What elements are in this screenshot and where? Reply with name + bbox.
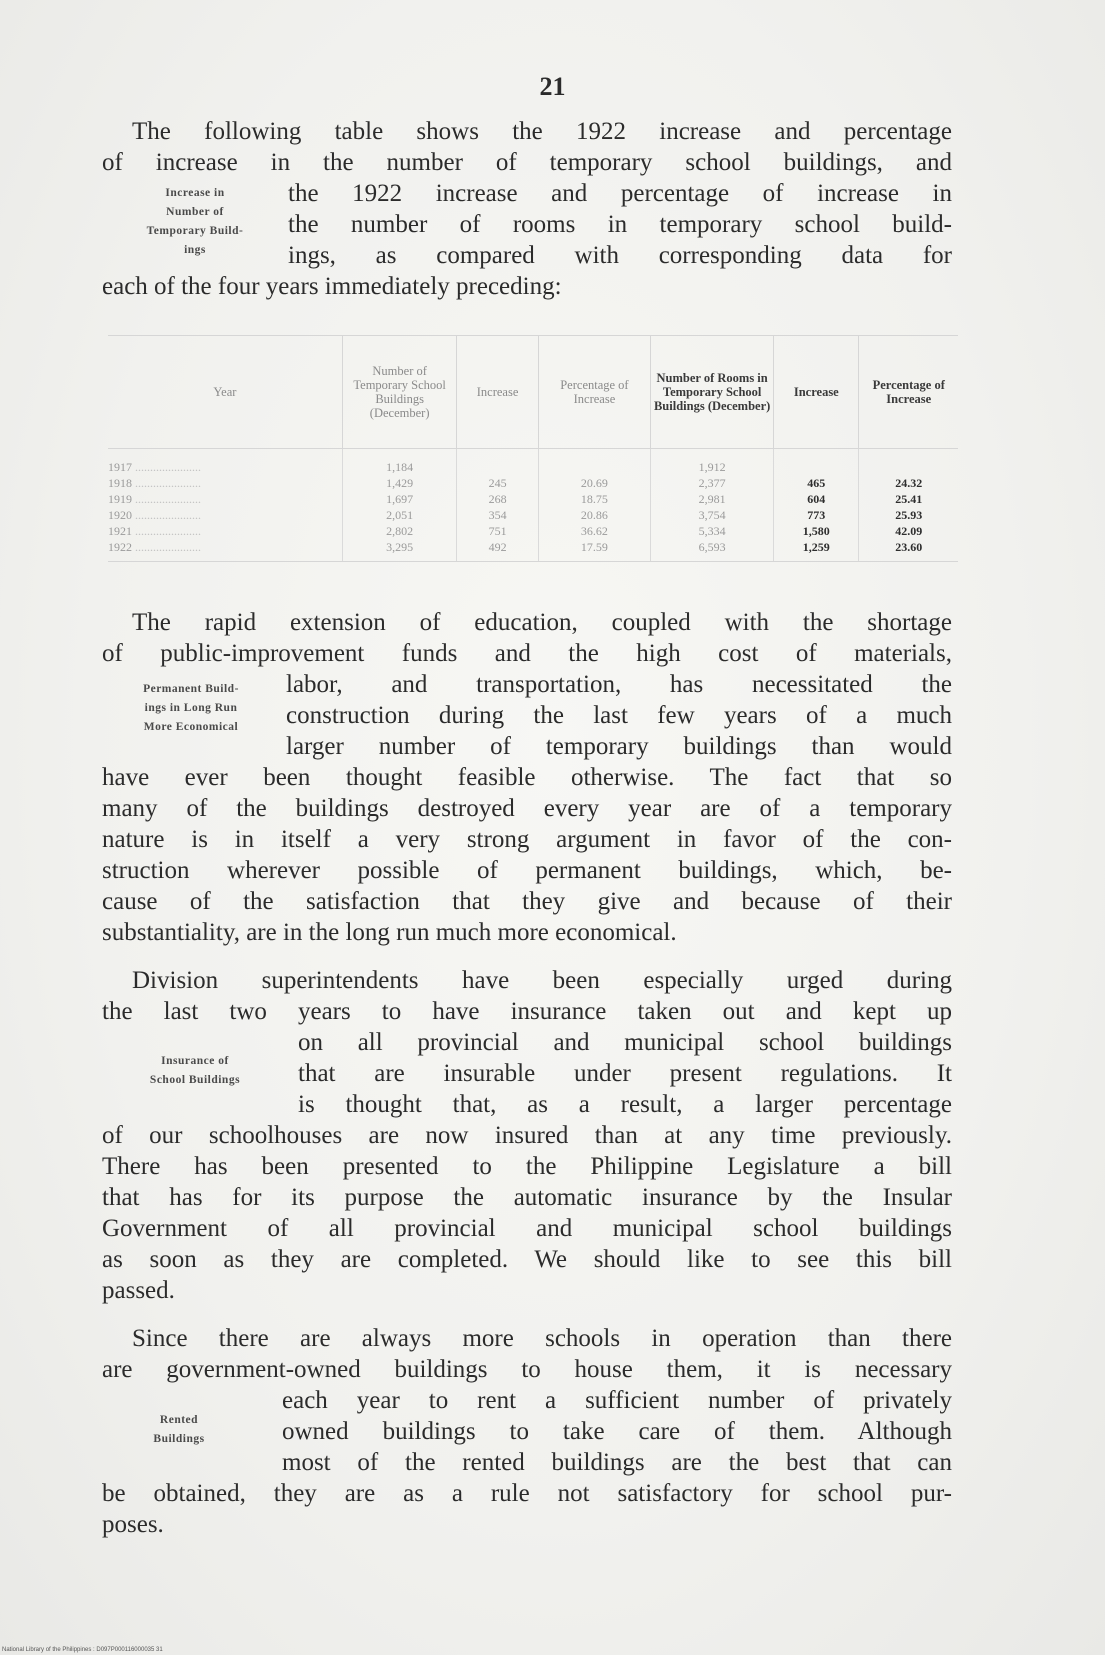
sidenote-insurance: Insurance of School Buildings [149, 1055, 241, 1086]
sidenote-rented: Rented Buildings [153, 1414, 205, 1445]
statistics-table [108, 335, 958, 585]
table-cell-room-increase: 1,259 [774, 539, 859, 562]
table-row [108, 539, 958, 562]
body-line: Since there are always more schools in operation than there [132, 1325, 952, 1352]
body-line: the last two years to have insurance taken out and kept up [102, 998, 952, 1025]
body-line: are government-owned buildings to house them, it is necessary [102, 1356, 952, 1383]
body-line: is thought that, as a result, a larger percentage [298, 1091, 952, 1118]
table-cell-pct: 17.59 [538, 539, 650, 562]
body-line: cause of the satisfaction that they give and because of their [102, 888, 952, 915]
body-line: larger number of temporary buildings than would [286, 733, 952, 760]
table-row [108, 475, 958, 491]
table-cell-pct: 36.62 [538, 523, 650, 539]
body-line: construction during the last few years of a much [286, 702, 952, 729]
table-cell-increase: 268 [457, 491, 538, 507]
table-cell-rooms: 5,334 [651, 523, 774, 539]
footer-credit: National Library of the Philippines : D097P000116000035 31 [2, 1647, 163, 1653]
paragraph-insurance [102, 965, 952, 1306]
table-cell-room-pct: 25.93 [859, 507, 958, 523]
body-line: passed. [102, 1277, 175, 1304]
table-cell-increase [457, 449, 538, 476]
table-cell-room-increase: 1,580 [774, 523, 859, 539]
intro-line: of increase in the number of temporary school buildings, and [102, 149, 952, 176]
table-cell-year: 1917 ...................... [108, 460, 201, 474]
sidenote-permanent-buildings: Permanent Build- ings in Long Run More Economical [143, 683, 239, 733]
body-line: There has been presented to the Philippine Legislature a bill [102, 1153, 952, 1180]
body-line: many of the buildings destroyed every year are of a temporary [102, 795, 952, 822]
header-room-percentage: Percentage of Increase [859, 336, 958, 449]
table-cell-buildings: 1,697 [342, 491, 457, 507]
table-row [108, 491, 958, 507]
body-line: be obtained, they are as a rule not satisfactory for school pur- [102, 1480, 952, 1507]
header-room-increase: Increase [774, 336, 859, 449]
table-cell-buildings: 2,802 [342, 523, 457, 539]
table-row [108, 523, 958, 539]
table-cell-rooms: 6,593 [651, 539, 774, 562]
table-cell-buildings: 3,295 [342, 539, 457, 562]
table-cell-year: 1922 ...................... [108, 539, 342, 562]
table-header-row [108, 336, 958, 449]
table-cell-year: 1920 ...................... [108, 508, 201, 522]
body-line: substantiality, are in the long run much more economical. [102, 919, 677, 946]
table-cell-increase: 245 [457, 475, 538, 491]
body-line: have ever been thought feasible otherwise. The fact that so [102, 764, 952, 791]
table-cell-room-pct [859, 449, 958, 476]
body-line: of public-improvement funds and the high cost of materials, [102, 640, 952, 667]
table-cell-rooms: 1,912 [651, 449, 774, 476]
page-number: 21 [539, 72, 566, 101]
table-cell-pct: 18.75 [538, 491, 650, 507]
body-line: on all provincial and municipal school buildings [298, 1029, 952, 1056]
header-increase: Increase [457, 336, 538, 449]
table-cell-room-increase: 604 [774, 491, 859, 507]
table-cell-pct: 20.86 [538, 507, 650, 523]
table-cell-buildings: 1,184 [342, 449, 457, 476]
table-row [108, 507, 958, 523]
intro-line: the 1922 increase and percentage of increase in [288, 180, 952, 207]
body-line: Division superintendents have been especially urged during [132, 967, 952, 994]
table-cell-rooms: 3,754 [651, 507, 774, 523]
body-line: that has for its purpose the automatic insurance by the Insular [102, 1184, 952, 1211]
table-cell-year: 1921 ...................... [108, 524, 201, 538]
intro-line: The following table shows the 1922 increase and percentage [132, 118, 952, 145]
body-line: struction wherever possible of permanent buildings, which, be- [102, 857, 952, 884]
table-cell-room-increase: 773 [774, 507, 859, 523]
body-line: nature is in itself a very strong argument in favor of the con- [102, 826, 952, 853]
table-cell-pct: 20.69 [538, 475, 650, 491]
header-rooms: Number of Rooms in Temporary School Buildings (December) [651, 336, 774, 449]
body-line: owned buildings to take care of them. Although [282, 1418, 952, 1445]
table-cell-rooms: 2,981 [651, 491, 774, 507]
intro-line: each of the four years immediately preceding: [102, 273, 562, 300]
body-line: labor, and transportation, has necessitated the [286, 671, 952, 698]
body-line: poses. [102, 1511, 164, 1538]
table-cell-year: 1919 ...................... [108, 492, 201, 506]
table-cell-buildings: 2,051 [342, 507, 457, 523]
table-cell-pct [538, 449, 650, 476]
paragraph-permanent-buildings [102, 607, 952, 948]
sidenote-temporary-buildings: Increase in Number of Temporary Build- ings [146, 187, 244, 256]
body-line: that are insurable under present regulations. It [298, 1060, 952, 1087]
table-cell-increase: 354 [457, 507, 538, 523]
table-row [108, 449, 958, 476]
table-cell-room-increase [774, 449, 859, 476]
body-line: The rapid extension of education, coupled with the shortage [132, 609, 952, 636]
table-cell-room-pct: 42.09 [859, 523, 958, 539]
table-cell-rooms: 2,377 [651, 475, 774, 491]
intro-line: ings, as compared with corresponding data for [288, 242, 952, 269]
table-cell-room-pct: 24.32 [859, 475, 958, 491]
table-cell-room-pct: 25.41 [859, 491, 958, 507]
body-line: Government of all provincial and municipal school buildings [102, 1215, 952, 1242]
table-cell-increase: 751 [457, 523, 538, 539]
table-cell-buildings: 1,429 [342, 475, 457, 491]
table-cell-room-increase: 465 [774, 475, 859, 491]
table-cell-room-pct: 23.60 [859, 539, 958, 562]
body-line: most of the rented buildings are the best that can [282, 1449, 952, 1476]
header-buildings: Number of Temporary School Buildings (December) [342, 336, 457, 449]
intro-line: the number of rooms in temporary school build- [288, 211, 952, 238]
body-line: each year to rent a sufficient number of privately [282, 1387, 952, 1414]
table-cell-increase: 492 [457, 539, 538, 562]
table-cell-year: 1918 ...................... [108, 476, 201, 490]
body-line: as soon as they are completed. We should like to see this bill [102, 1246, 952, 1273]
body-line: of our schoolhouses are now insured than at any time previously. [102, 1122, 952, 1149]
header-percentage: Percentage of Increase [538, 336, 650, 449]
header-year: Year [108, 336, 342, 449]
